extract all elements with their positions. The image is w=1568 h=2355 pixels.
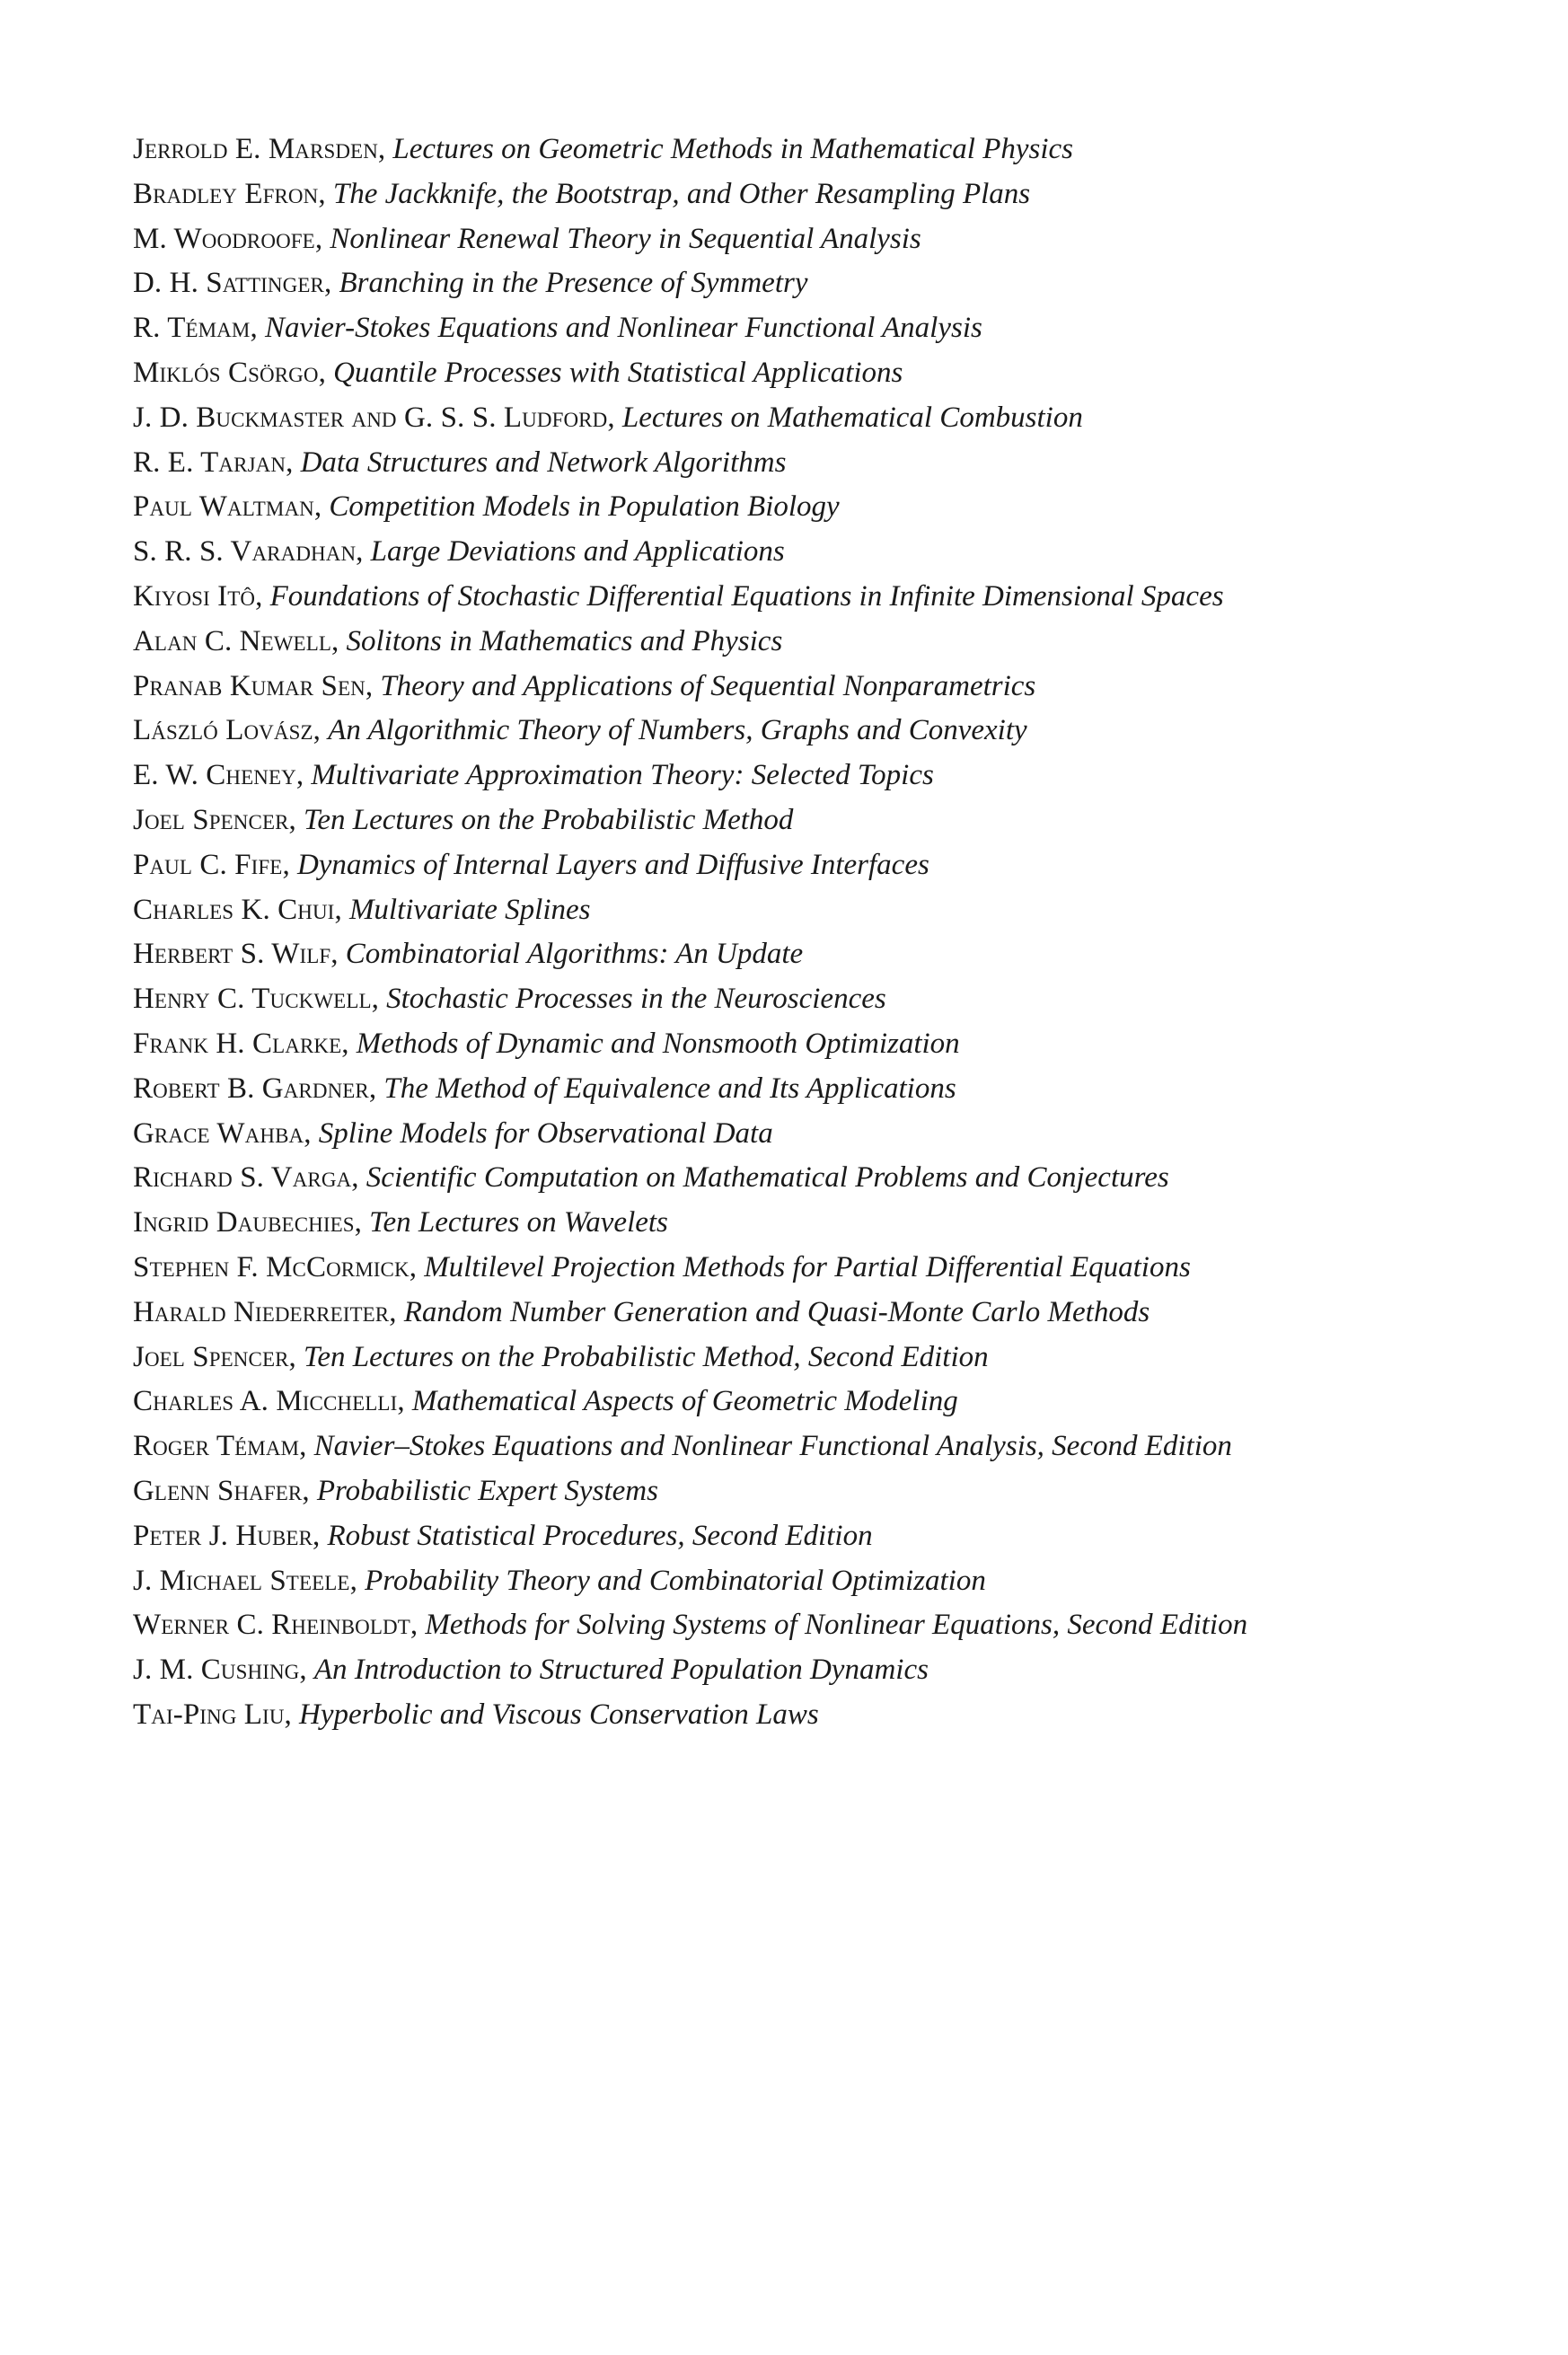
- list-item: Harald Niederreiter, Random Number Generation and Quasi-Monte Carlo Methods: [133, 1295, 1150, 1328]
- list-item: Robert B. Gardner, The Method of Equivalence and Its Applications: [133, 1072, 956, 1105]
- book-title: An Algorithmic Theory of Numbers, Graphs and Convexity: [328, 714, 1027, 747]
- author-name: Werner C. Rheinboldt: [133, 1609, 410, 1642]
- list-item: E. W. Cheney, Multivariate Approximation Theory: Selected Topics: [133, 759, 934, 792]
- list-item: Stephen F. McCormick, Multilevel Projection Methods for Partial Differential Equations: [133, 1250, 1191, 1283]
- book-title: Ten Lectures on the Probabilistic Method, Second Edition: [304, 1340, 989, 1373]
- author-name: Charles K. Chui: [133, 893, 335, 926]
- list-item: Charles A. Micchelli, Mathematical Aspects of Geometric Modeling: [133, 1385, 958, 1418]
- list-item: J. D. Buckmaster and G. S. S. Ludford, Lectures on Mathematical Combustion: [133, 401, 1083, 434]
- author-name: Charles A. Micchelli: [133, 1385, 398, 1418]
- author-name: Paul C. Fife: [133, 848, 283, 881]
- list-item: Tai-Ping Liu, Hyperbolic and Viscous Conservation Laws: [133, 1698, 819, 1731]
- author-name: Pranab Kumar Sen: [133, 669, 366, 702]
- book-title: Scientific Computation on Mathematical Problems and Conjectures: [366, 1161, 1169, 1195]
- author-name: Herbert S. Wilf: [133, 938, 331, 971]
- series-title-list: [133, 128, 1534, 1738]
- author-name: Joel Spencer: [133, 803, 289, 836]
- list-item: D. H. Sattinger, Branching in the Presence of Symmetry: [133, 267, 808, 300]
- list-item: László Lovász, An Algorithmic Theory of Numbers, Graphs and Convexity: [133, 714, 1027, 747]
- author-name: E. W. Cheney: [133, 759, 296, 792]
- author-name: Ingrid Daubechies: [133, 1206, 355, 1239]
- author-name: Henry C. Tuckwell: [133, 983, 372, 1016]
- book-title: Ten Lectures on the Probabilistic Method: [304, 803, 794, 836]
- book-title: Navier–Stokes Equations and Nonlinear Functional Analysis, Second Edition: [313, 1430, 1232, 1463]
- author-name: Miklós Csörgo: [133, 356, 319, 389]
- list-item: Bradley Efron, The Jackknife, the Bootstrap, and Other Resampling Plans: [133, 177, 1031, 210]
- book-title: Stochastic Processes in the Neurosciences: [386, 983, 886, 1016]
- book-title: Methods of Dynamic and Nonsmooth Optimization: [356, 1027, 960, 1060]
- author-name: Harald Niederreiter: [133, 1295, 390, 1328]
- book-title: Combinatorial Algorithms: An Update: [345, 938, 804, 971]
- book-title: Theory and Applications of Sequential Nonparametrics: [380, 669, 1036, 702]
- author-name: Tai-Ping Liu: [133, 1698, 285, 1731]
- list-item: J. Michael Steele, Probability Theory and Combinatorial Optimization: [133, 1564, 986, 1597]
- list-item: J. M. Cushing, An Introduction to Structured Population Dynamics: [133, 1654, 929, 1687]
- author-name: Richard S. Varga: [133, 1161, 352, 1195]
- book-title: Random Number Generation and Quasi-Monte Carlo Methods: [403, 1295, 1150, 1328]
- book-title: Nonlinear Renewal Theory in Sequential Analysis: [330, 222, 921, 255]
- list-item: Joel Spencer, Ten Lectures on the Probabilistic Method: [133, 803, 794, 836]
- book-title: Hyperbolic and Viscous Conservation Laws: [299, 1698, 819, 1731]
- list-item: Grace Wahba, Spline Models for Observational Data: [133, 1116, 773, 1150]
- list-item: Ingrid Daubechies, Ten Lectures on Wavelets: [133, 1206, 668, 1239]
- author-name: Alan C. Newell: [133, 624, 331, 657]
- book-title: Foundations of Stochastic Differential Equations in Infinite Dimensional Spaces: [269, 579, 1224, 613]
- book-title: Multivariate Splines: [348, 893, 591, 926]
- book-title: Dynamics of Internal Layers and Diffusive Interfaces: [296, 848, 929, 881]
- book-title: The Jackknife, the Bootstrap, and Other Resampling Plans: [332, 177, 1031, 210]
- book-title: An Introduction to Structured Population Dynamics: [313, 1654, 929, 1687]
- list-item: Herbert S. Wilf, Combinatorial Algorithms: An Update: [133, 938, 804, 971]
- author-name: Robert B. Gardner: [133, 1072, 369, 1105]
- author-name: M. Woodroofe: [133, 222, 315, 255]
- book-title: Competition Models in Population Biology: [329, 490, 840, 524]
- author-name: Frank H. Clarke: [133, 1027, 342, 1060]
- book-title: Large Deviations and Applications: [370, 535, 785, 569]
- author-name: R. E. Tarjan: [133, 445, 286, 479]
- list-item: Pranab Kumar Sen, Theory and Applications of Sequential Nonparametrics: [133, 669, 1036, 702]
- author-name: R. Témam: [133, 312, 251, 345]
- list-item: Frank H. Clarke, Methods of Dynamic and Nonsmooth Optimization: [133, 1027, 960, 1060]
- author-name: Grace Wahba: [133, 1116, 304, 1150]
- list-item: Werner C. Rheinboldt, Methods for Solving Systems of Nonlinear Equations, Second Edition: [133, 1609, 1248, 1642]
- author-name: Paul Waltman: [133, 490, 314, 524]
- list-item: Paul C. Fife, Dynamics of Internal Layers and Diffusive Interfaces: [133, 848, 929, 881]
- author-name: Bradley Efron: [133, 177, 319, 210]
- book-title: Multilevel Projection Methods for Partial Differential Equations: [424, 1250, 1191, 1283]
- list-item: Paul Waltman, Competition Models in Population Biology: [133, 490, 840, 524]
- list-item: Kiyosi Itô, Foundations of Stochastic Differential Equations in Infinite Dimensional Spaces: [133, 579, 1224, 613]
- author-name: J. Michael Steele: [133, 1564, 350, 1597]
- book-title: Spline Models for Observational Data: [318, 1116, 773, 1150]
- author-name: J. D. Buckmaster and G. S. S. Ludford: [133, 401, 608, 434]
- author-name: J. M. Cushing: [133, 1654, 300, 1687]
- book-title: Mathematical Aspects of Geometric Modeling: [411, 1385, 958, 1418]
- book-title: Lectures on Geometric Methods in Mathematical Physics: [392, 133, 1074, 165]
- list-item: Miklós Csörgo, Quantile Processes with Statistical Applications: [133, 356, 903, 389]
- author-name: D. H. Sattinger: [133, 267, 324, 300]
- book-title: Branching in the Presence of Symmetry: [339, 267, 808, 300]
- book-title: Probability Theory and Combinatorial Optimization: [365, 1564, 986, 1597]
- book-title: The Method of Equivalence and Its Applications: [383, 1072, 956, 1105]
- book-title: Ten Lectures on Wavelets: [369, 1206, 668, 1239]
- book-title: Lectures on Mathematical Combustion: [621, 401, 1083, 434]
- book-title: Navier-Stokes Equations and Nonlinear Functional Analysis: [264, 312, 982, 345]
- author-name: S. R. S. Varadhan: [133, 535, 357, 569]
- author-name: Stephen F. McCormick: [133, 1250, 410, 1283]
- author-name: Roger Témam: [133, 1430, 300, 1463]
- book-title: Methods for Solving Systems of Nonlinear Equations, Second Edition: [425, 1609, 1248, 1642]
- list-item: Alan C. Newell, Solitons in Mathematics and Physics: [133, 624, 783, 657]
- list-item: Roger Témam, Navier–Stokes Equations and Nonlinear Functional Analysis, Second Edition: [133, 1430, 1232, 1463]
- list-item: Richard S. Varga, Scientific Computation on Mathematical Problems and Conjectures: [133, 1161, 1169, 1195]
- author-name: Peter J. Huber: [133, 1519, 313, 1552]
- list-item: Joel Spencer, Ten Lectures on the Probabilistic Method, Second Edition: [133, 1340, 989, 1373]
- book-title: Robust Statistical Procedures, Second Edition: [327, 1519, 873, 1552]
- list-item: M. Woodroofe, Nonlinear Renewal Theory in Sequential Analysis: [133, 222, 921, 255]
- list-item: Peter J. Huber, Robust Statistical Procedures, Second Edition: [133, 1519, 873, 1552]
- list-item: Charles K. Chui, Multivariate Splines: [133, 893, 591, 926]
- book-title: Multivariate Approximation Theory: Selected Topics: [311, 759, 934, 792]
- author-name: Jerrold E. Marsden: [133, 133, 378, 165]
- author-name: Joel Spencer: [133, 1340, 289, 1373]
- author-name: Glenn Shafer: [133, 1474, 303, 1507]
- book-title: Probabilistic Expert Systems: [316, 1474, 658, 1507]
- author-name: László Lovász: [133, 714, 313, 747]
- list-item: Glenn Shafer, Probabilistic Expert Systems: [133, 1474, 658, 1507]
- list-item: Henry C. Tuckwell, Stochastic Processes in the Neurosciences: [133, 983, 886, 1016]
- list-item: Jerrold E. Marsden, Lectures on Geometric Methods in Mathematical Physics: [133, 133, 1074, 165]
- book-title: Solitons in Mathematics and Physics: [346, 624, 783, 657]
- author-name: Kiyosi Itô: [133, 579, 256, 613]
- list-item: R. Témam, Navier-Stokes Equations and Nonlinear Functional Analysis: [133, 312, 982, 345]
- book-title: Data Structures and Network Algorithms: [300, 445, 787, 479]
- list-item: R. E. Tarjan, Data Structures and Network Algorithms: [133, 445, 787, 479]
- list-item: S. R. S. Varadhan, Large Deviations and Applications: [133, 535, 785, 569]
- book-title: Quantile Processes with Statistical Applications: [333, 356, 903, 389]
